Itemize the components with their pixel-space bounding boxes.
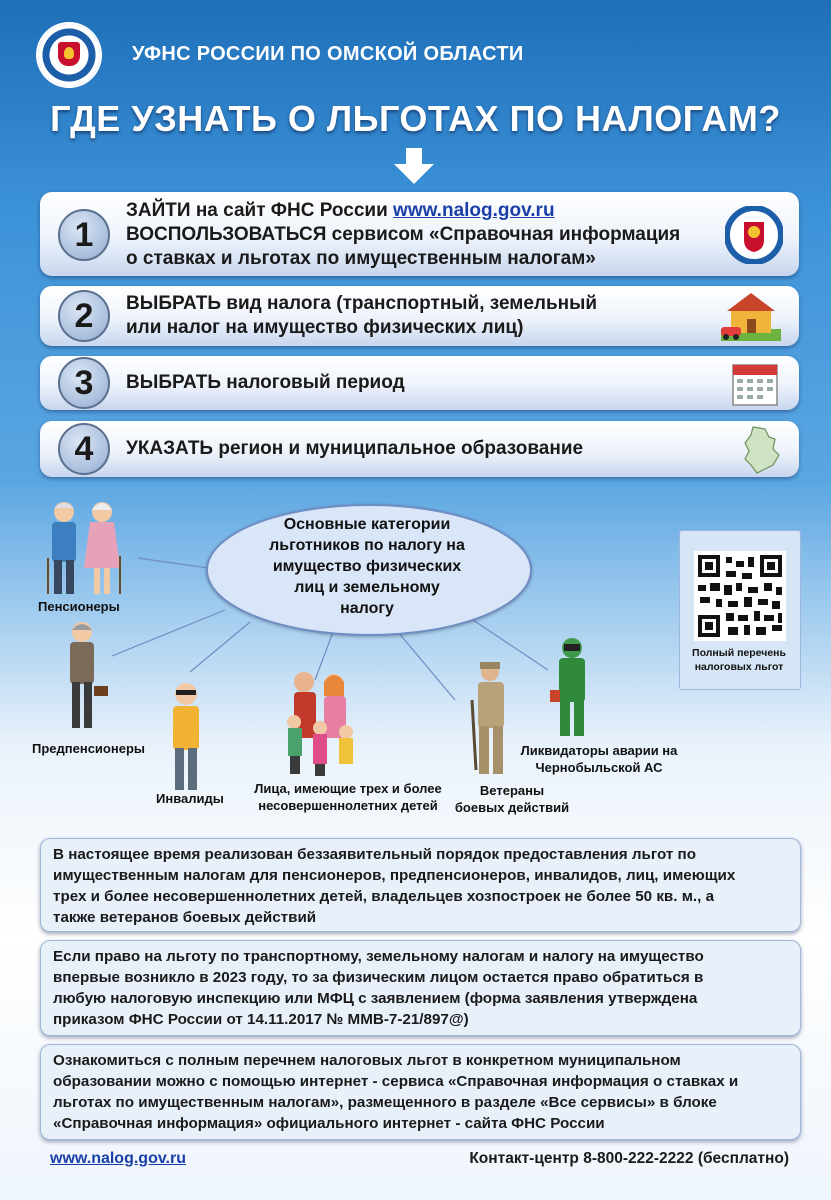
pensioners-illustration — [40, 498, 128, 598]
step-keyword: ВОСПОЛЬЗОВАТЬСЯ — [126, 224, 327, 245]
step-text-part: о ставках и льготах по имущественным налогам» — [126, 248, 596, 269]
label-line: боевых действий — [454, 800, 570, 815]
center-text-line: налогу — [340, 600, 394, 617]
label-disabled: Инвалиды — [156, 791, 224, 806]
label-line: Ликвидаторы аварии на — [520, 743, 678, 758]
label-pensioners: Пенсионеры — [38, 599, 120, 614]
qr-caption-line: Полный перечень — [692, 647, 786, 659]
step-keyword: ВЫБРАТЬ — [126, 293, 222, 314]
label-veterans — [452, 782, 572, 816]
org-title: УФНС РОССИИ ПО ОМСКОЙ ОБЛАСТИ — [132, 43, 524, 65]
step-number: 1 — [58, 209, 110, 261]
center-text-line: льготников по налогу на — [269, 537, 465, 554]
label-chernobyl — [506, 742, 692, 776]
step-number: 2 — [58, 290, 110, 342]
info-line: Ознакомиться с полным перечнем налоговых льгот в конкретном муниципальном — [53, 1052, 681, 1069]
info-line: льготах по имущественным налогам», размещенного в разделе «Все сервисы» в блоке — [53, 1094, 717, 1111]
center-text-line: Основные категории — [283, 516, 451, 533]
info-text — [53, 844, 788, 928]
info-line: «Справочная информация» официального интернет - сайта ФНС России — [53, 1115, 605, 1132]
qr-caption — [679, 646, 799, 674]
step-text-part: на сайт ФНС России — [190, 200, 394, 221]
chernobyl-liquidator-illustration — [548, 636, 596, 740]
info-line: впервые возникло в 2023 году, то за физическим лицом остается право обратиться в — [53, 969, 704, 986]
footer-site-link[interactable]: www.nalog.gov.ru — [50, 1150, 186, 1167]
label-line: Лица, имеющие трех и более — [254, 781, 442, 796]
info-box-3 — [40, 1044, 801, 1140]
disabled-person-illustration — [164, 680, 210, 792]
label-large-families — [246, 780, 450, 814]
step-number: 4 — [58, 423, 110, 475]
step-number: 3 — [58, 357, 110, 409]
info-box-2 — [40, 940, 801, 1036]
info-line: любую налоговую инспекцию или МФЦ с заявлением (форма заявления утверждена — [53, 990, 698, 1007]
nalog-site-link[interactable]: www.nalog.gov.ru — [393, 200, 555, 221]
info-line: приказом ФНС России от 14.11.2017 № ММВ-7-21/897@) — [53, 1011, 469, 1028]
step-keyword: ЗАЙТИ — [126, 200, 191, 221]
step-text-part: или налог на имущество физических лиц) — [126, 317, 524, 338]
step-keyword: ВЫБРАТЬ — [126, 372, 222, 393]
label-line: Чернобыльской АС — [535, 760, 663, 775]
step-keyword: УКАЗАТЬ — [126, 438, 214, 459]
info-line: трех и более несовершеннолетних детей, владельцев хозпостроек не более 50 кв. м., а — [53, 888, 715, 905]
categories-center-text — [240, 514, 494, 619]
center-text-line: имущество физических — [272, 558, 462, 575]
info-text — [53, 946, 788, 1030]
page-title: ГДЕ УЗНАТЬ О ЛЬГОТАХ ПО НАЛОГАМ? — [50, 98, 781, 139]
label-line: несовершеннолетних детей — [258, 798, 438, 813]
label-pre-pensioners: Предпенсионеры — [32, 741, 145, 756]
center-text-line: лиц и земельному — [294, 579, 440, 596]
info-line: В настоящее время реализован беззаявительный порядок предоставления льгот по — [53, 846, 696, 863]
qr-caption-line: налоговых льгот — [694, 661, 784, 673]
info-line: Если право на льготу по транспортному, земельному налогам и налогу на имущество — [53, 948, 704, 965]
qr-code-icon[interactable] — [694, 551, 786, 641]
info-line: образовании можно с помощью интернет - сервиса «Справочная информация о ставках и — [53, 1073, 739, 1090]
large-family-illustration — [280, 668, 360, 778]
info-text — [53, 1050, 788, 1134]
info-line: имущественным налогам для пенсионеров, предпенсионеров, инвалидов, лиц, имеющих — [53, 867, 736, 884]
info-line: также ветеранов боевых действий — [53, 909, 317, 926]
step-text-part: регион и муниципальное образование — [213, 438, 584, 459]
step-text-part: сервисом «Справочная информация — [326, 224, 681, 245]
label-line: Ветераны — [479, 783, 545, 798]
step-text-part: налоговый период — [221, 372, 405, 393]
footer-contact: Контакт-центр 8-800-222-2222 (бесплатно) — [469, 1150, 789, 1167]
step-text-part: вид налога (транспортный, земельный — [221, 293, 598, 314]
pre-pensioner-illustration — [58, 620, 112, 732]
info-box-1 — [40, 838, 801, 932]
